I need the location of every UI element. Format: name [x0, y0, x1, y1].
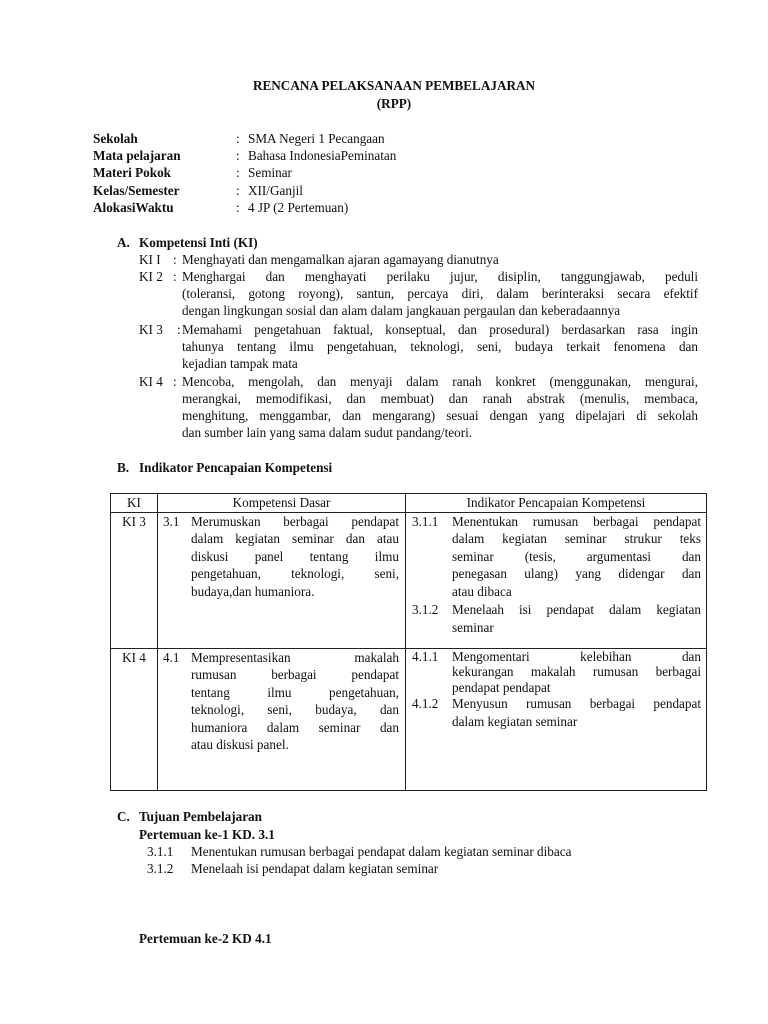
goal-text: Menelaah isi pendapat dalam kegiatan seminar [191, 861, 439, 876]
section-b-marker: B. [117, 460, 130, 475]
indicator-text: Menyusun rumusan berbagai pendapat [452, 696, 701, 711]
identity-value-school: SMA Negeri 1 Pecangaan [248, 131, 385, 146]
kd-text: rumusan berbagai pendapat [191, 667, 399, 682]
indicator-text: seminar (tesis, argumentasi dan [452, 548, 701, 564]
indicator-text: Menentukan rumusan berbagai pendapat [452, 513, 701, 529]
identity-colon: : [236, 131, 240, 146]
table-cell-kd [158, 648, 406, 790]
indicator-text: dalam kegiatan seminar strukur teks [452, 531, 701, 546]
indicator-text: dalam kegiatan seminar [452, 713, 578, 729]
kd-text: humaniora dalam seminar dan [191, 719, 399, 735]
kd-text: atau diskusi panel. [191, 737, 289, 752]
identity-value-class: XII/Ganjil [248, 183, 303, 198]
ki-code: KI 4 [139, 374, 163, 389]
document-subtitle: (RPP) [376, 96, 412, 111]
indicator-text: Mengomentari kelebihan dan [452, 648, 701, 664]
indicator-number: 4.1.2 [412, 696, 439, 711]
kd-text: tentang ilmu pengetahuan, [191, 684, 399, 700]
identity-colon: : [236, 148, 240, 163]
table-header-ipk: Indikator Pencapaian Kompetensi [406, 494, 707, 513]
indicator-text: atau dibaca [452, 583, 512, 599]
identity-colon: : [236, 200, 240, 215]
kd-text: budaya,dan humaniora. [191, 583, 315, 599]
identity-value-subject: Bahasa IndonesiaPeminatan [248, 148, 397, 163]
ki-text: (toleransi, gotong royong), santun, percaya diri, dalam berinteraksi secara efektif [182, 286, 698, 301]
identity-value-time: 4 JP (2 Pertemuan) [248, 200, 349, 215]
kd-text: dalam kegiatan seminar dan atau [191, 531, 399, 546]
ki-code: KI 3 [139, 322, 163, 337]
ki-colon: : [173, 374, 177, 389]
ki-colon: : [173, 269, 177, 284]
table-cell-ki [111, 512, 158, 648]
indicator-text: penegasan ulang) yang didengar dan [452, 566, 701, 581]
indicator-text: pendapat pendapat [452, 679, 551, 695]
table-row [111, 512, 707, 648]
identity-label-time: AlokasiWaktu [93, 200, 174, 215]
indicator-number: 4.1.1 [412, 648, 439, 664]
identity-colon: : [236, 183, 240, 198]
indicator-number: 3.1.1 [412, 513, 439, 529]
goal-number: 3.1.1 [147, 844, 174, 859]
kd-text: Mempresentasikan makalah [191, 649, 399, 665]
indicator-text: Menelaah isi pendapat dalam kegiatan [452, 602, 701, 617]
meeting-2-heading: Pertemuan ke-2 KD 4.1 [139, 931, 272, 946]
ki-code: KI 2 [139, 269, 163, 284]
indicator-item [409, 513, 703, 601]
ki-text: Menghargai dan menghayati perilaku jujur, disiplin, tanggungjawab, peduli [182, 269, 698, 284]
meeting-1-heading: Pertemuan ke-1 KD. 3.1 [139, 827, 275, 842]
indicator-item [409, 649, 703, 696]
section-b-heading: Indikator Pencapaian Kompetensi [139, 460, 333, 475]
ki-text: merangkai, memodifikasi, dan membuat) dan ranah abstrak (menulis, membaca, [182, 391, 698, 406]
kd-text: pengetahuan, teknologi, seni, [191, 566, 399, 581]
goal-text: Menentukan rumusan berbagai pendapat dalam kegiatan seminar dibaca [191, 844, 572, 859]
ki-text: menghitung, menggambar, dan mengarang) sesuai dengan yang dipelajari di sekolah [182, 408, 698, 423]
table-row [111, 648, 707, 790]
ki-text: Memahami pengetahuan faktual, konseptual, dan prosedural) berdasarkan rasa ingin [182, 322, 698, 337]
identity-label-subject: Mata pelajaran [93, 148, 181, 163]
identity-label-class: Kelas/Semester [93, 183, 180, 198]
identity-label-topic: Materi Pokok [93, 165, 172, 180]
ki-text: tahunya tentang ilmu pengetahuan, teknologi, seni, budaya terkait fenomena dan [182, 339, 698, 354]
indicator-text: seminar [452, 619, 494, 635]
ki-label: KI 3 [122, 513, 146, 529]
ki-text: kejadian tampak mata [182, 356, 298, 371]
table-cell-ki [111, 648, 158, 790]
indicator-item [409, 601, 703, 636]
section-a-heading: Kompetensi Inti (KI) [139, 235, 258, 250]
table-cell-ipk [406, 512, 707, 648]
section-a-marker: A. [117, 235, 130, 250]
indicator-item [409, 695, 703, 730]
indicator-number: 3.1.2 [412, 602, 439, 617]
document-title: RENCANA PELAKSANAAN PEMBELAJARAN [252, 78, 536, 93]
section-c-marker: C. [117, 809, 130, 824]
kd-number: 3.1 [163, 513, 180, 529]
table-header-ki: KI [111, 494, 158, 513]
table-cell-ipk [406, 648, 707, 790]
ki-text: Mencoba, mengolah, dan menyaji dalam ranah konkret (menggunakan, mengurai, [182, 374, 698, 389]
identity-colon: : [236, 165, 240, 180]
kd-text: teknologi, seni, budaya, dan [191, 702, 399, 717]
table-cell-kd [158, 512, 406, 648]
table-header-row [111, 494, 707, 513]
ki-text: Menghayati dan mengamalkan ajaran agamayang dianutnya [182, 252, 499, 267]
ki-colon: : [177, 322, 181, 337]
identity-value-topic: Seminar [248, 165, 292, 180]
section-c-heading: Tujuan Pembelajaran [139, 809, 262, 824]
indicator-text: kekurangan makalah rumusan berbagai [452, 664, 701, 679]
kd-number: 4.1 [163, 649, 180, 665]
ki-text: dengan lingkungan sosial dan alam dalam jangkauan pergaulan dan keberadaannya [182, 303, 621, 318]
goal-number: 3.1.2 [147, 861, 174, 876]
indicator-table [110, 493, 707, 791]
ki-label: KI 4 [122, 649, 146, 665]
ki-code: KI I [139, 252, 161, 267]
ki-colon: : [173, 252, 177, 267]
ki-text: dan sumber lain yang sama dalam sudut pandang/teori. [182, 425, 473, 440]
kd-text: Merumuskan berbagai pendapat [191, 513, 399, 529]
kd-text: diskusi panel tentang ilmu [191, 548, 399, 564]
table-header-kd: Kompetensi Dasar [158, 494, 406, 513]
identity-label-school: Sekolah [93, 131, 138, 146]
